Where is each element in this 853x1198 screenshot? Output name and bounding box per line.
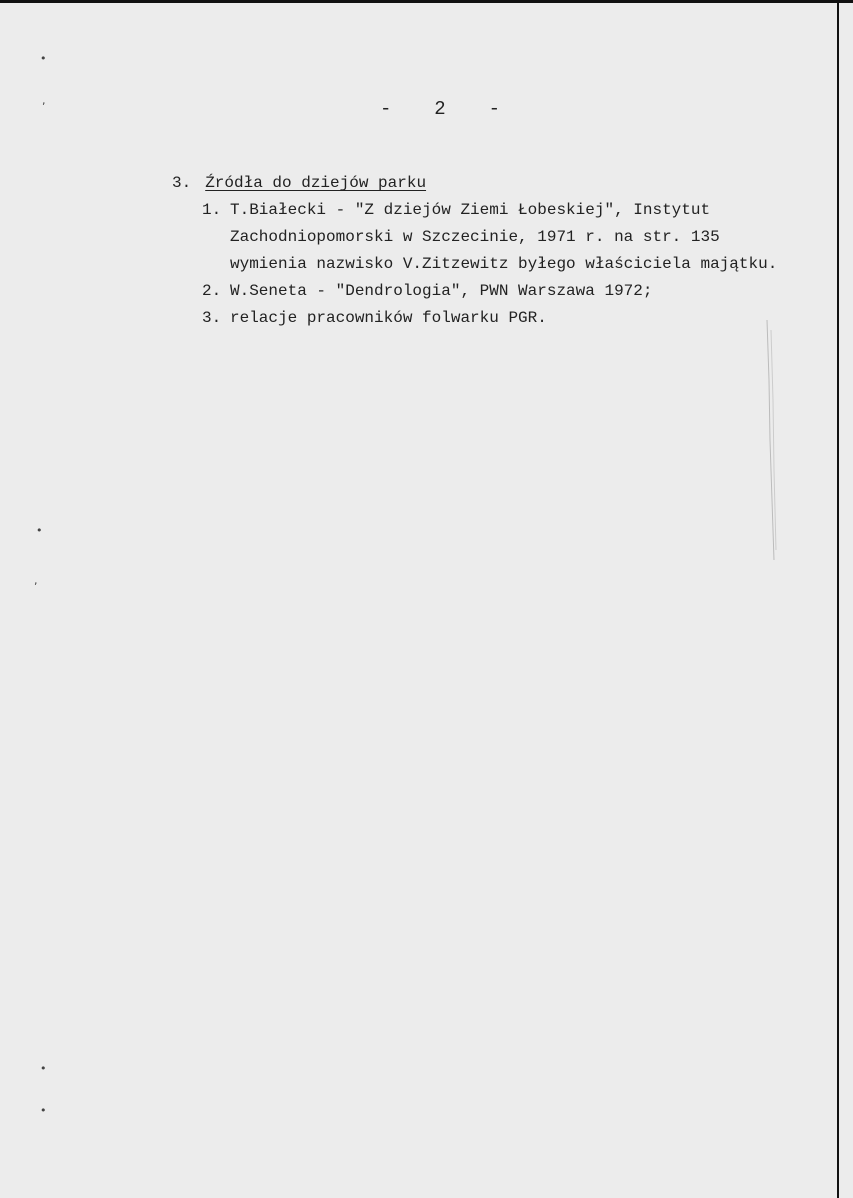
list-item [202,278,832,305]
list-item [202,305,832,332]
list-item-number: 3. [202,309,222,327]
margin-mark: • [40,52,47,65]
page-number [380,98,500,120]
margin-mark: • [40,1104,47,1117]
section-number: 3. [172,174,192,192]
list-item-line: T.Białecki - "Z dziejów Ziemi Łobeskiej", Instytut [230,201,711,219]
margin-mark: • [40,1062,47,1075]
page-number-dash-right: - [488,98,500,120]
list-item-text [230,278,652,305]
page-top-edge [0,0,853,3]
margin-mark: • [36,524,43,537]
list-item-line: Zachodniopomorski w Szczecinie, 1971 r. na str. 135 [230,228,720,246]
paper-scratch [765,320,777,560]
sources-section [172,170,832,332]
list-item-line: W.Seneta - "Dendrologia", PWN Warszawa 1972; [230,282,653,300]
list-item-line: relacje pracowników folwarku PGR. [230,309,547,327]
page-right-edge [837,0,839,1198]
list-item-number: 2. [202,282,222,300]
list-item-line: wymienia nazwisko V.Zitzewitz byłego właściciela majątku. [230,255,778,273]
list-item-text [230,305,547,332]
page-number-dash-left: - [380,98,392,120]
section-heading [172,170,832,197]
section-title: Źródła do dziejów parku [205,174,427,192]
margin-mark: , [42,94,46,107]
page-number-value: 2 [434,98,446,120]
list-item [202,197,832,278]
margin-mark: , [34,574,38,587]
list-item-text [230,197,777,278]
source-list [202,197,832,332]
list-item-number: 1. [202,201,222,219]
